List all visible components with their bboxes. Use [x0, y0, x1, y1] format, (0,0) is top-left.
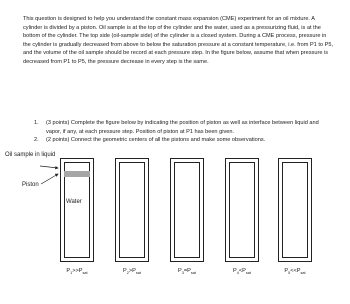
pressure-label-p3: $P_3=P_{sat}$	[178, 268, 196, 276]
oil-sample-label: Oil sample in liquid	[5, 152, 56, 158]
pressure-label-p2: $P_2>P_{sat}$	[123, 268, 141, 276]
question-text: (3 points) Complete the figure below by indicating the position of piston as well as interface between liquid and vapor, if any, at each pressure step. Position of piston at P1 has been given.	[46, 120, 319, 135]
question-number: 2.	[34, 137, 39, 144]
piston-arrow	[41, 174, 58, 184]
cylinder-p2[interactable]	[115, 158, 149, 262]
pressure-label-p4: $P_4<P_{sat}$	[233, 268, 251, 276]
water-label: Water	[66, 199, 82, 205]
piston	[64, 171, 90, 177]
problem-statement: This question is designed to help you understand the constant mass expansion (CME) experiment for an oil mixture. A cylinder is divided by a piston. Oil sample is at the top of the cylinder and the water, used as a pressurizing fluid, is at the bottom of the cylinder. The top side (oil-sample side) of the cylinder is a closed system. During a CME process, pressure in the cylinder is gradually decreased from above to below the saturation pressure at a constant temperature, i.e. from P1 to P5, and the volume of the oil sample should be record at each pressure step. In the figure below, assume that when pressure is decreased from P1 to P5, the pressure decrease in every step is the same.	[23, 16, 333, 65]
cylinder-inner	[174, 162, 200, 258]
cylinder-p4[interactable]	[225, 158, 259, 262]
pressure-label-p1: $P_1>>P_{sat}$	[66, 268, 88, 276]
cylinder-p1	[60, 158, 94, 262]
question-text: (2 points) Connect the geometric centers of all the pistons and make some observations.	[46, 137, 266, 144]
cylinder-inner	[282, 162, 308, 258]
cylinder-p5[interactable]	[278, 158, 312, 262]
question-number: 1.	[34, 120, 39, 126]
pressure-label-p5: $P_5<<P_{sat}$	[284, 268, 306, 276]
cylinder-p3[interactable]	[170, 158, 204, 262]
cylinder-inner	[119, 162, 145, 258]
oil-sample-arrow	[40, 166, 58, 168]
cylinder-inner	[229, 162, 255, 258]
piston-label: Piston	[22, 182, 39, 188]
